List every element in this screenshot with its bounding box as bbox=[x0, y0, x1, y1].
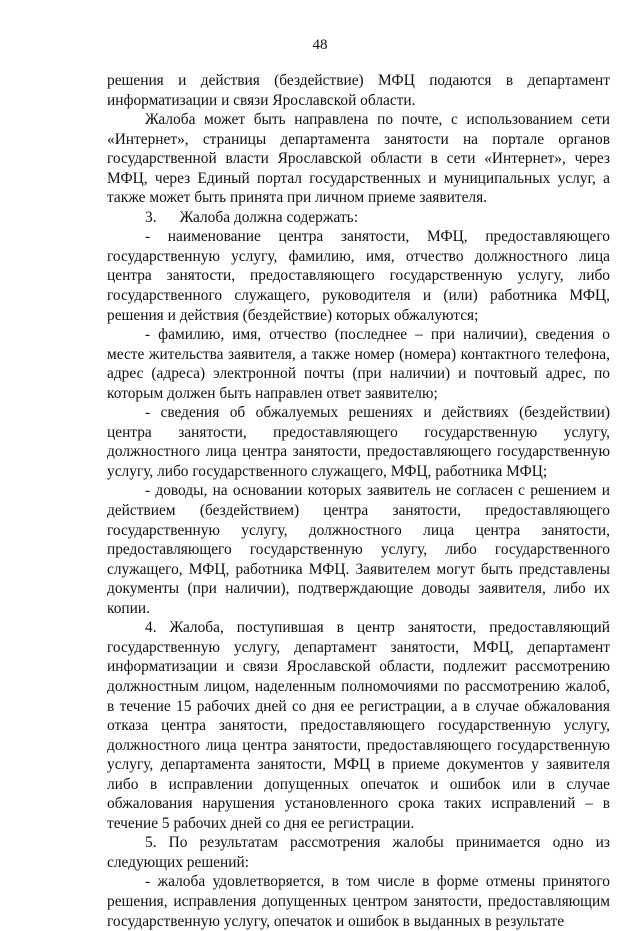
document-body bbox=[107, 71, 610, 931]
page-number: 48 bbox=[312, 37, 328, 53]
paragraph: 3. Жалоба должна содержать: bbox=[145, 208, 358, 226]
paragraph: - доводы, на основании которых заявитель не согласен с решением и действием (бездействием) центра занятости, предоставляющего государственную услугу, должностного лица центра занятости, предоставляющего государственную услугу, либо государственного служащего, МФЦ, работника МФЦ. Заявителем могут быть представлены документы (при наличии), подтверждающие доводы заявителя, либо их копии. bbox=[107, 482, 610, 617]
paragraph: Жалоба может быть направлена по почте, с использованием сети «Интернет», страницы департамента занятости на портале органов государственной власти Ярославской области в сети «Интернет», через МФЦ, через Единый портал государственных и муниципальных услуг, а также может быть принята при личном приеме заявителя. bbox=[107, 111, 610, 207]
paragraph: - жалоба удовлетворяется, в том числе в форме отмены принятого решения, исправления допущенных центром занятости, предоставляющим государственную услугу, опечаток и ошибок в выданных в результате bbox=[107, 873, 610, 930]
paragraph: - фамилию, имя, отчество (последнее – при наличии), сведения о месте жительства заявителя, а также номер (номера) контактного телефона, адрес (адреса) электронной почты (при наличии) и почтовый адрес, по которым должен быть направлен ответ заявителю; bbox=[107, 326, 610, 402]
paragraph: - наименование центра занятости, МФЦ, предоставляющего государственную услугу, фамилию, имя, отчество должностного лица центра занятости, предоставляющего государственную услугу, либо государственного служащего, руководителя и (или) работника МФЦ, решения и действия (бездействие) которых обжалуются; bbox=[107, 228, 610, 324]
paragraph: 4. Жалоба, поступившая в центр занятости, предоставляющий государственную услугу, департамент занятости, МФЦ, департамент информатизации и связи Ярославской области, подлежит рассмотрению должностным лицом, наделенным полномочиями по рассмотрению жалоб, в течение 15 рабочих дней со дня ее регистрации, а в случае обжалования отказа центра занятости, предоставляющего государственную услугу, должностного лица центра занятости, предоставляющего государственную услугу, департамента занятости, МФЦ в приеме документов у заявителя либо в исправлении допущенных опечаток и ошибок или в случае обжалования нарушения установленного срока таких исправлений – в течение 5 рабочих дней со дня ее регистрации. bbox=[107, 619, 610, 832]
paragraph: решения и действия (бездействие) МФЦ подаются в департамент информатизации и связи Ярославской области. bbox=[107, 72, 610, 109]
paragraph: 5. По результатам рассмотрения жалобы принимается одно из следующих решений: bbox=[107, 834, 610, 871]
paragraph: - сведения об обжалуемых решениях и действиях (бездействии) центра занятости, предоставляющего государственную услугу, должностного лица центра занятости, предоставляющего государственную услугу, либо государственного служащего, МФЦ, работника МФЦ; bbox=[107, 404, 610, 480]
